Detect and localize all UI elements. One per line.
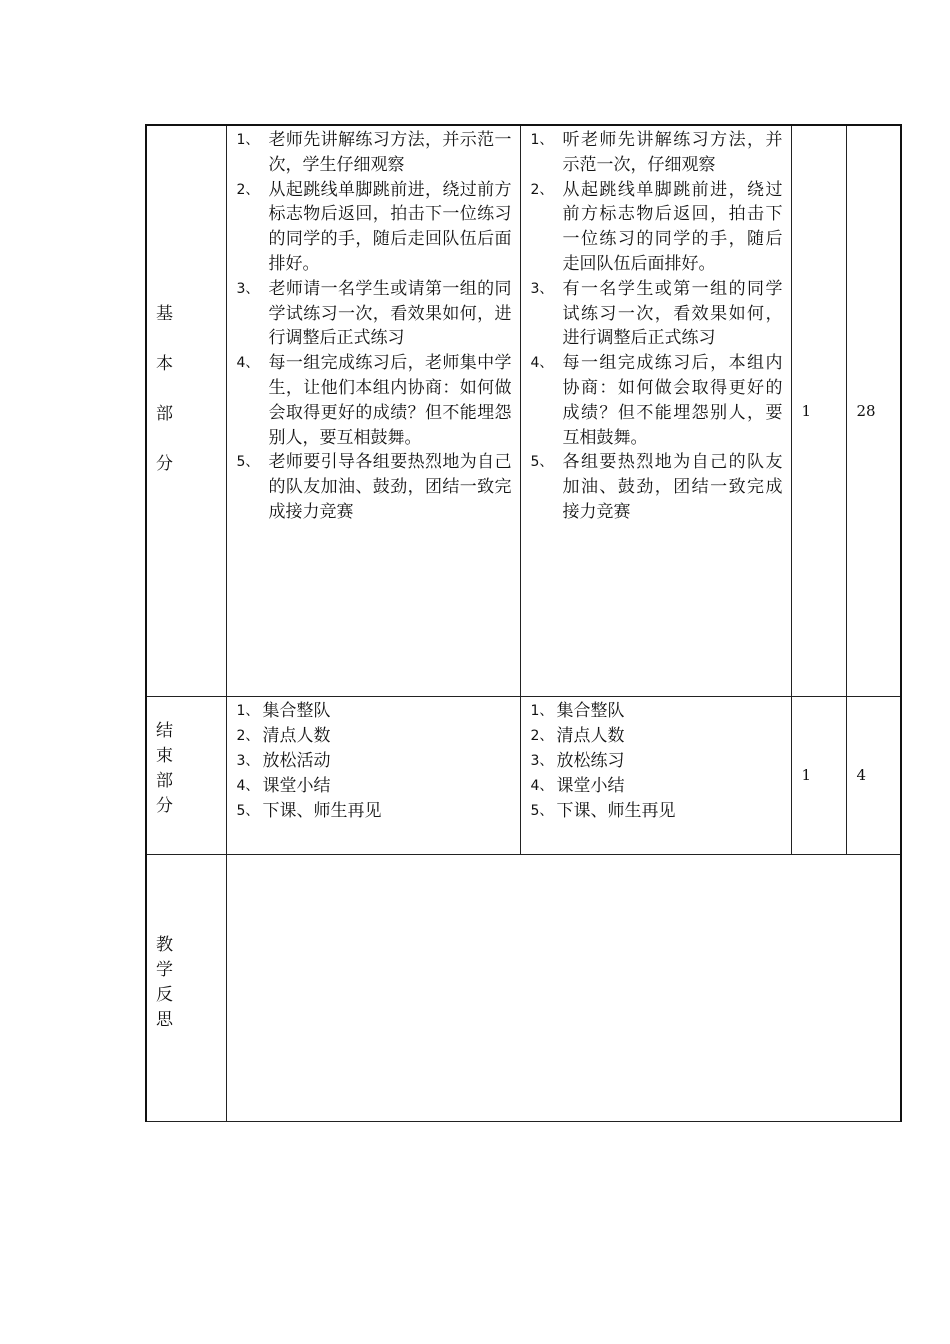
list-item: 2、 清点人数 [530, 725, 625, 746]
student-steps-list [521, 126, 791, 525]
teacher-steps-list [227, 126, 520, 525]
basic-times-cell: 1 [791, 125, 846, 696]
list-item: 3、 放松活动 [236, 750, 331, 771]
lesson-plan-table [145, 124, 902, 1122]
label-char: 分 [156, 795, 173, 816]
student-steps-list [521, 697, 791, 824]
list-item: 1、 老师先讲解练习方法，并示范一次，学生仔细观察 [236, 130, 512, 175]
reflection-section-label [147, 855, 226, 1033]
list-item: 3、 放松练习 [530, 750, 625, 771]
list-item: 5、 各组要热烈地为自己的队友加油、鼓劲，团结一致完成接力竞赛 [530, 452, 783, 522]
list-item: 3、 有一名学生或第一组的同学试练习一次，看效果如何，进行调整后正式练习 [530, 278, 783, 349]
label-char: 本 [156, 354, 173, 374]
basic-teacher-activities [226, 125, 520, 696]
end-times-cell: 1 [791, 696, 846, 854]
basic-section-row [146, 125, 901, 696]
list-item: 5、 老师要引导各组要热烈地为自己的队友加油、鼓劲，团结一致完成接力竞赛 [236, 452, 512, 522]
list-item: 1、 集合整队 [236, 700, 331, 721]
list-item: 3、 老师请一名学生或请第一组的同学试练习一次，看效果如何，进行调整后正式练习 [236, 278, 512, 349]
list-item: 2、 从起跳线单脚跳前进，绕过前方标志物后返回，拍击下一位练习的同学的手，随后走回队伍后面排好。 [236, 179, 512, 274]
label-char: 部 [156, 404, 173, 424]
reflection-section-label-cell [146, 854, 226, 1121]
teacher-steps-list [227, 697, 520, 824]
label-char: 思 [156, 1009, 173, 1030]
reflection-section-row [146, 854, 901, 1121]
label-char: 反 [156, 984, 173, 1005]
label-char: 教 [156, 934, 173, 955]
label-char: 束 [156, 745, 173, 766]
list-item: 5、 下课、师生再见 [530, 800, 676, 821]
list-item: 4、 课堂小结 [236, 775, 331, 796]
list-item: 2、 清点人数 [236, 725, 331, 746]
list-item: 4、 每一组完成练习后，老师集中学生，让他们本组内协商：如何做会取得更好的成绩？但不能埋怨别人，要互相鼓舞。 [236, 353, 512, 448]
end-section-label [147, 697, 226, 819]
list-item: 4、 每一组完成练习后，本组内协商：如何做会取得更好的成绩？但不能埋怨别人，要互相鼓舞。 [530, 353, 783, 448]
end-minutes-cell: 4 [846, 696, 901, 854]
label-char: 基 [156, 304, 173, 324]
basic-minutes-cell: 28 [846, 125, 901, 696]
list-item: 2、 从起跳线单脚跳前进，绕过前方标志物后返回，拍击下一位练习的同学的手，随后走回队伍后面排好。 [530, 179, 783, 274]
list-item: 1、 集合整队 [530, 700, 625, 721]
end-teacher-activities [226, 696, 520, 854]
basic-section-label [147, 126, 226, 476]
basic-student-activities [520, 125, 791, 696]
list-item: 5、 下课、师生再见 [236, 800, 382, 821]
label-char: 学 [156, 959, 173, 980]
label-char: 部 [156, 770, 173, 791]
end-section-label-cell [146, 696, 226, 854]
list-item: 4、 课堂小结 [530, 775, 625, 796]
label-char: 分 [156, 454, 173, 474]
list-item: 1、 听老师先讲解练习方法，并示范一次，仔细观察 [530, 130, 783, 175]
end-student-activities [520, 696, 791, 854]
basic-section-label-cell [146, 125, 226, 696]
end-section-row [146, 696, 901, 854]
label-char: 结 [156, 720, 173, 741]
reflection-content-cell [226, 854, 901, 1121]
